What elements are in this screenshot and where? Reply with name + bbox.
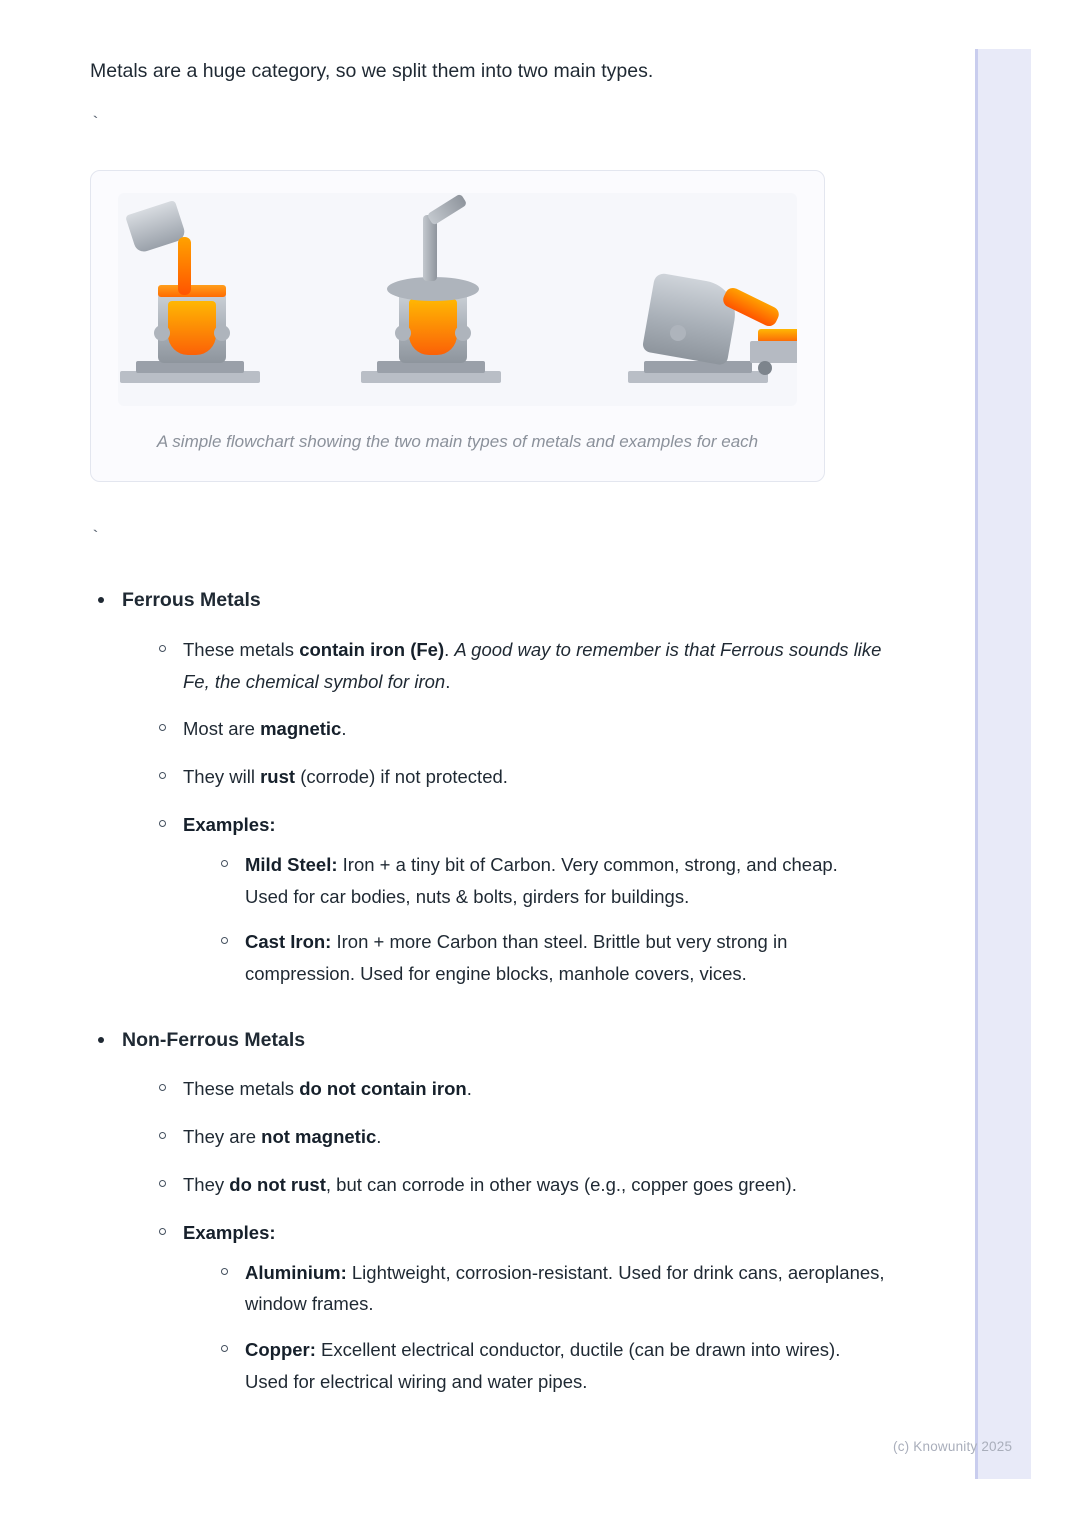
examples-label: Examples: xyxy=(183,814,276,835)
bullet-circle-icon xyxy=(159,1180,166,1187)
bullet-icon xyxy=(98,1037,104,1043)
furnace-right-tilted xyxy=(642,272,741,366)
pour-stream-left xyxy=(178,237,191,295)
bullet-circle-icon xyxy=(221,937,228,944)
non-ferrous-examples-list xyxy=(183,1257,885,1398)
bullet-circle-icon xyxy=(221,1345,228,1352)
tick-mark-bottom: ` xyxy=(90,529,101,550)
base-plate-left xyxy=(120,371,260,383)
bullet-circle-icon xyxy=(159,1084,166,1091)
bullet-circle-icon xyxy=(159,772,166,779)
bullet-circle-icon xyxy=(159,645,166,652)
list-item xyxy=(155,761,885,793)
section-title-ferrous: Ferrous Metals xyxy=(122,589,261,612)
furnace-knob-middle-2 xyxy=(455,325,471,341)
document-content xyxy=(90,56,885,1398)
foundry-illustration xyxy=(118,193,797,406)
section-title-non-ferrous: Non-Ferrous Metals xyxy=(122,1029,306,1052)
point-text: These metals contain iron (Fe). A good way to remember is that Ferrous sounds like Fe, the chemical symbol for iron. xyxy=(183,638,882,692)
tick-mark-top: ` xyxy=(90,115,101,136)
point-text: Most are magnetic. xyxy=(183,718,347,740)
page-side-rail xyxy=(975,49,1031,1479)
point-text: They are not magnetic. xyxy=(183,1126,382,1148)
bullet-circle-icon xyxy=(159,820,166,827)
point-text: They do not rust, but can corrode in other ways (e.g., copper goes green). xyxy=(183,1174,797,1196)
list-item-examples-ferrous xyxy=(155,809,885,990)
bullet-circle-icon xyxy=(159,1228,166,1235)
cart-wheel-left xyxy=(758,361,772,375)
list-item xyxy=(217,1334,885,1398)
furnace-pipe xyxy=(423,215,437,281)
ferrous-points-list xyxy=(122,634,885,990)
molten-metal-middle xyxy=(409,299,457,355)
bullet-icon xyxy=(98,597,104,603)
non-ferrous-points-list xyxy=(122,1073,885,1398)
examples-label: Examples: xyxy=(183,1221,276,1243)
list-item xyxy=(155,634,885,698)
list-item xyxy=(217,1257,885,1321)
list-item xyxy=(217,926,885,990)
figure-caption: A simple flowchart showing the two main types of metals and examples for each xyxy=(156,432,759,452)
figure-card xyxy=(90,170,825,482)
furnace-knob-left-2 xyxy=(214,325,230,341)
base-plate-right xyxy=(628,371,768,383)
list-item-non-ferrous-metals xyxy=(90,1028,885,1398)
bullet-circle-icon xyxy=(221,860,228,867)
point-text: These metals do not contain iron. xyxy=(183,1078,472,1100)
transfer-cart xyxy=(750,341,797,363)
list-item xyxy=(155,713,885,745)
base-plate-middle-upper xyxy=(377,361,485,373)
list-item xyxy=(217,849,885,913)
list-item xyxy=(155,1169,885,1201)
point-text: They will rust (corrode) if not protected. xyxy=(183,766,508,788)
example-text: Mild Steel: Iron + a tiny bit of Carbon. Very common, strong, and cheap. Used for car bodies, nuts & bolts, girders for buildings. xyxy=(245,853,838,907)
metal-types-list xyxy=(90,588,885,1398)
ferrous-examples-list xyxy=(183,849,885,990)
furnace-mouth-left xyxy=(158,285,226,297)
example-text: Aluminium: Lightweight, corrosion-resistant. Used for drink cans, aeroplanes, window frames. xyxy=(245,1261,885,1315)
base-plate-left-upper xyxy=(136,361,244,373)
base-plate-right-upper xyxy=(644,361,752,373)
page-scroll-indicator[interactable] xyxy=(975,49,978,1479)
list-item-ferrous-metals xyxy=(90,588,885,990)
furnace-pipe-elbow xyxy=(427,194,468,226)
list-item xyxy=(155,1121,885,1153)
example-text: Cast Iron: Iron + more Carbon than steel. Brittle but very strong in compression. Used for engine blocks, manhole covers, vices. xyxy=(245,931,788,985)
molten-metal-left xyxy=(168,301,216,355)
base-plate-middle xyxy=(361,371,501,383)
list-item-examples-non-ferrous xyxy=(155,1217,885,1398)
bullet-circle-icon xyxy=(221,1268,228,1275)
bullet-circle-icon xyxy=(159,724,166,731)
list-item xyxy=(155,1073,885,1105)
intro-paragraph: Metals are a huge category, so we split them into two main types. xyxy=(90,60,654,82)
bullet-circle-icon xyxy=(159,1132,166,1139)
copyright-watermark: (c) Knowunity 2025 xyxy=(893,1439,1013,1454)
example-text: Copper: Excellent electrical conductor, ductile (can be drawn into wires). Used for electrical wiring and water pipes. xyxy=(245,1339,841,1393)
